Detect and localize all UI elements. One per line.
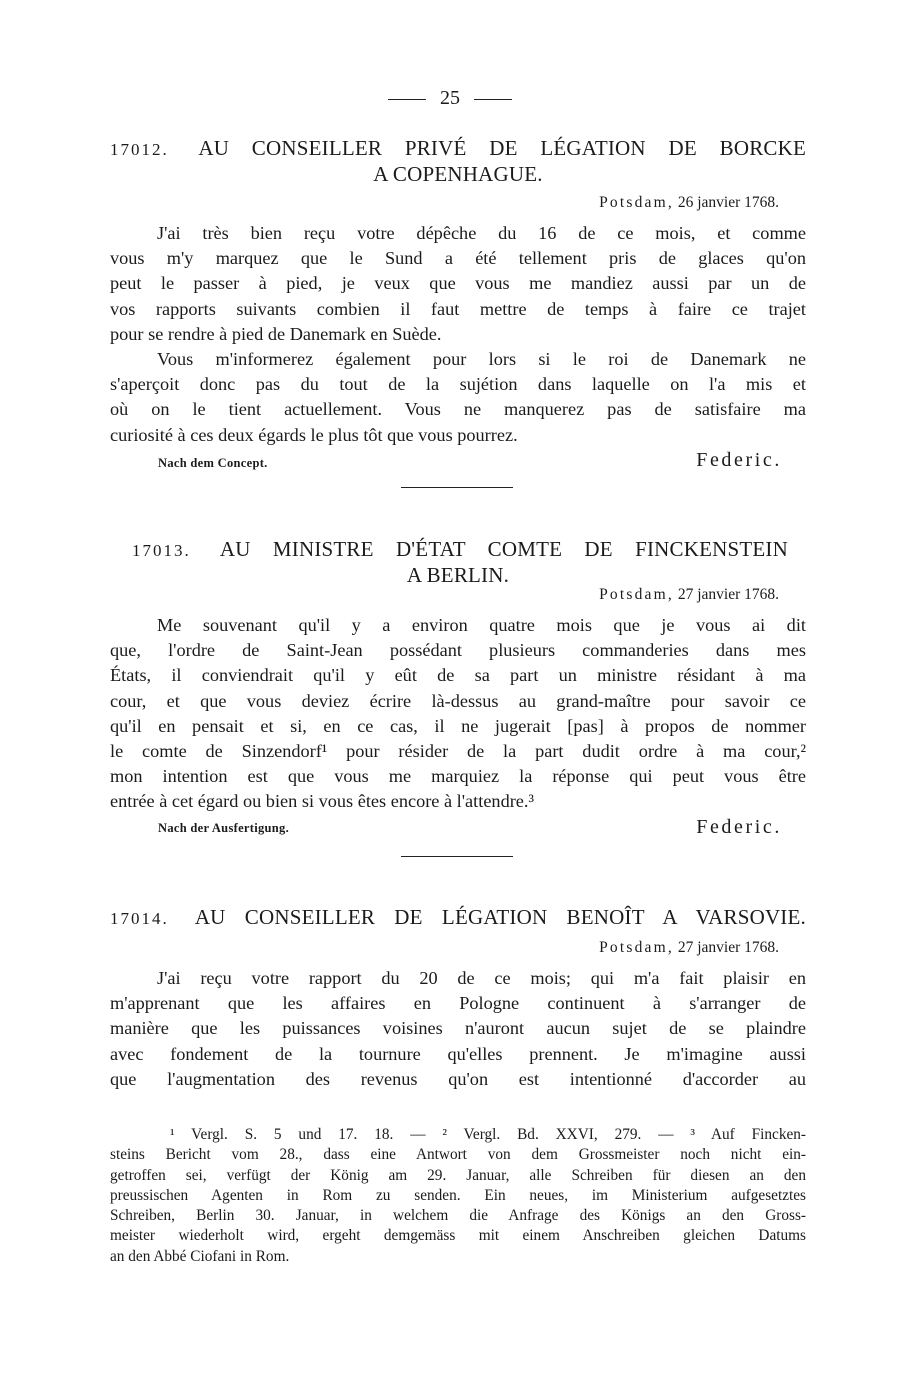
letter-heading [110, 136, 806, 186]
body-line: que, l'ordre de Saint-Jean possédant plusieurs commanderies dans mes [110, 640, 806, 661]
letter-number: 17014. [110, 909, 169, 928]
letter-dateline [599, 585, 779, 605]
body-line: Vous m'informerez également pour lors si le roi de Danemark ne [157, 348, 806, 369]
body-line: peut le passer à pied, je veux que vous me mandiez aussi par un de [110, 273, 806, 294]
letter-body [110, 613, 806, 815]
signature: Federic. [696, 816, 782, 838]
footnote-line: Schreiben, Berlin 30. Januar, in welchem die Anfrage des Königs an den Gross- [110, 1207, 806, 1225]
footnote-line: preussischen Agenten in Rom zu senden. Ein neues, im Ministerium aufgesetztes [110, 1186, 806, 1204]
letter-title: AU MINISTRE D'ÉTAT COMTE DE FINCKENSTEIN [219, 537, 788, 561]
letter-title-line2: A COPENHAGUE. [373, 162, 543, 186]
body-line: avec fondement de la tournure qu'elles prennent. Je m'imagine aussi [110, 1043, 806, 1064]
letter-title-line2: A BERLIN. [406, 563, 510, 587]
footnote-line: an den Abbé Ciofani in Rom. [110, 1247, 290, 1265]
letter-dateline [599, 938, 779, 958]
body-line: J'ai reçu votre rapport du 20 de ce mois; qui m'a fait plaisir en [157, 968, 806, 988]
body-line: curiosité à ces deux égards le plus tôt que vous pourrez. [110, 424, 518, 445]
letter-number: 17012. [110, 140, 169, 159]
letter-title: AU CONSEILLER PRIVÉ DE LÉGATION DE BORCKE [198, 136, 806, 160]
letter-heading [110, 537, 806, 587]
body-line: mon intention est que vous me marquiez la réponse qui peut vous être [110, 766, 806, 787]
footnote-line: getroffen sei, verfügt der König am 29. Januar, alle Schreiben für diesen an den [110, 1166, 806, 1184]
letter-number: 17013. [132, 541, 191, 560]
body-line: pour se rendre à pied de Danemark en Suède. [110, 323, 442, 344]
body-line: États, il conviendrait qu'il y eût de sa part un ministre résidant à ma [110, 665, 806, 686]
body-line: vous m'y marquez que le Sund a été tellement pris de glaces qu'on [110, 248, 806, 269]
section-rule [401, 856, 513, 857]
dateline-date: 27 janvier 1768. [677, 939, 779, 956]
letter-title: AU CONSEILLER DE LÉGATION BENOÎT A VARSOVIE. [194, 905, 806, 929]
body-line: où on le tient actuellement. Vous ne manquerez pas de satisfaire ma [110, 399, 806, 420]
folio-dash-right [474, 99, 512, 100]
source-note: Nach der Ausfertigung. [158, 821, 290, 835]
body-line: Me souvenant qu'il y a environ quatre mois que je vous ai dit [157, 615, 806, 635]
footnote-line: ¹ Vergl. S. 5 und 17. 18. — ² Vergl. Bd. XXVI, 279. — ³ Auf Fincken- [170, 1126, 806, 1143]
dateline-date: 26 janvier 1768. [677, 194, 779, 211]
body-line: manière que les puissances voisines n'auront aucun sujet de se plaindre [110, 1018, 806, 1039]
dateline-place: Potsdam, [599, 939, 674, 956]
body-line: entrée à cet égard ou bien si vous êtes encore à l'attendre.³ [110, 791, 534, 812]
source-note: Nach dem Concept. [158, 456, 268, 470]
folio-dash-left [388, 99, 426, 100]
page-number-text: 25 [440, 87, 460, 109]
body-line: cour, et que vous deviez écrire là-dessus au grand-maître pour savoir ce [110, 690, 806, 711]
body-line: que l'augmentation des revenus qu'on est intentionné d'accorder au [110, 1068, 806, 1089]
dateline-date: 27 janvier 1768. [677, 586, 779, 603]
letter-body [110, 221, 806, 448]
body-line: J'ai très bien reçu votre dépêche du 16 de ce mois, et comme [157, 223, 806, 243]
letter-heading [110, 905, 806, 931]
body-line: qu'il en pensait et si, en ce cas, il ne jugerait [pas] à propos de nommer [110, 715, 806, 736]
dateline-place: Potsdam, [599, 586, 674, 603]
footnote-line: meister wiederholt wird, ergeht demgemäss mit einem Anschreiben gleichen Datums [110, 1227, 806, 1245]
page-number [0, 86, 900, 110]
letter-dateline [599, 193, 779, 213]
footnotes [110, 1125, 806, 1267]
signature: Federic. [696, 449, 782, 471]
body-line: m'apprenant que les affaires en Pologne continuent à s'arranger de [110, 993, 806, 1014]
section-rule [401, 487, 513, 488]
letter-body [110, 966, 806, 1092]
body-line: vos rapports suivants combien il faut mettre de temps à faire ce trajet [110, 298, 806, 319]
dateline-place: Potsdam, [599, 194, 674, 211]
body-line: s'aperçoit donc pas du tout de la sujétion dans laquelle on l'a mis et [110, 374, 806, 395]
body-line: le comte de Sinzendorf¹ pour résider de la part dudit ordre à ma cour,² [110, 740, 806, 761]
footnote-line: steins Bericht vom 28., dass eine Antwort von dem Grossmeister noch nicht ein- [110, 1146, 806, 1164]
